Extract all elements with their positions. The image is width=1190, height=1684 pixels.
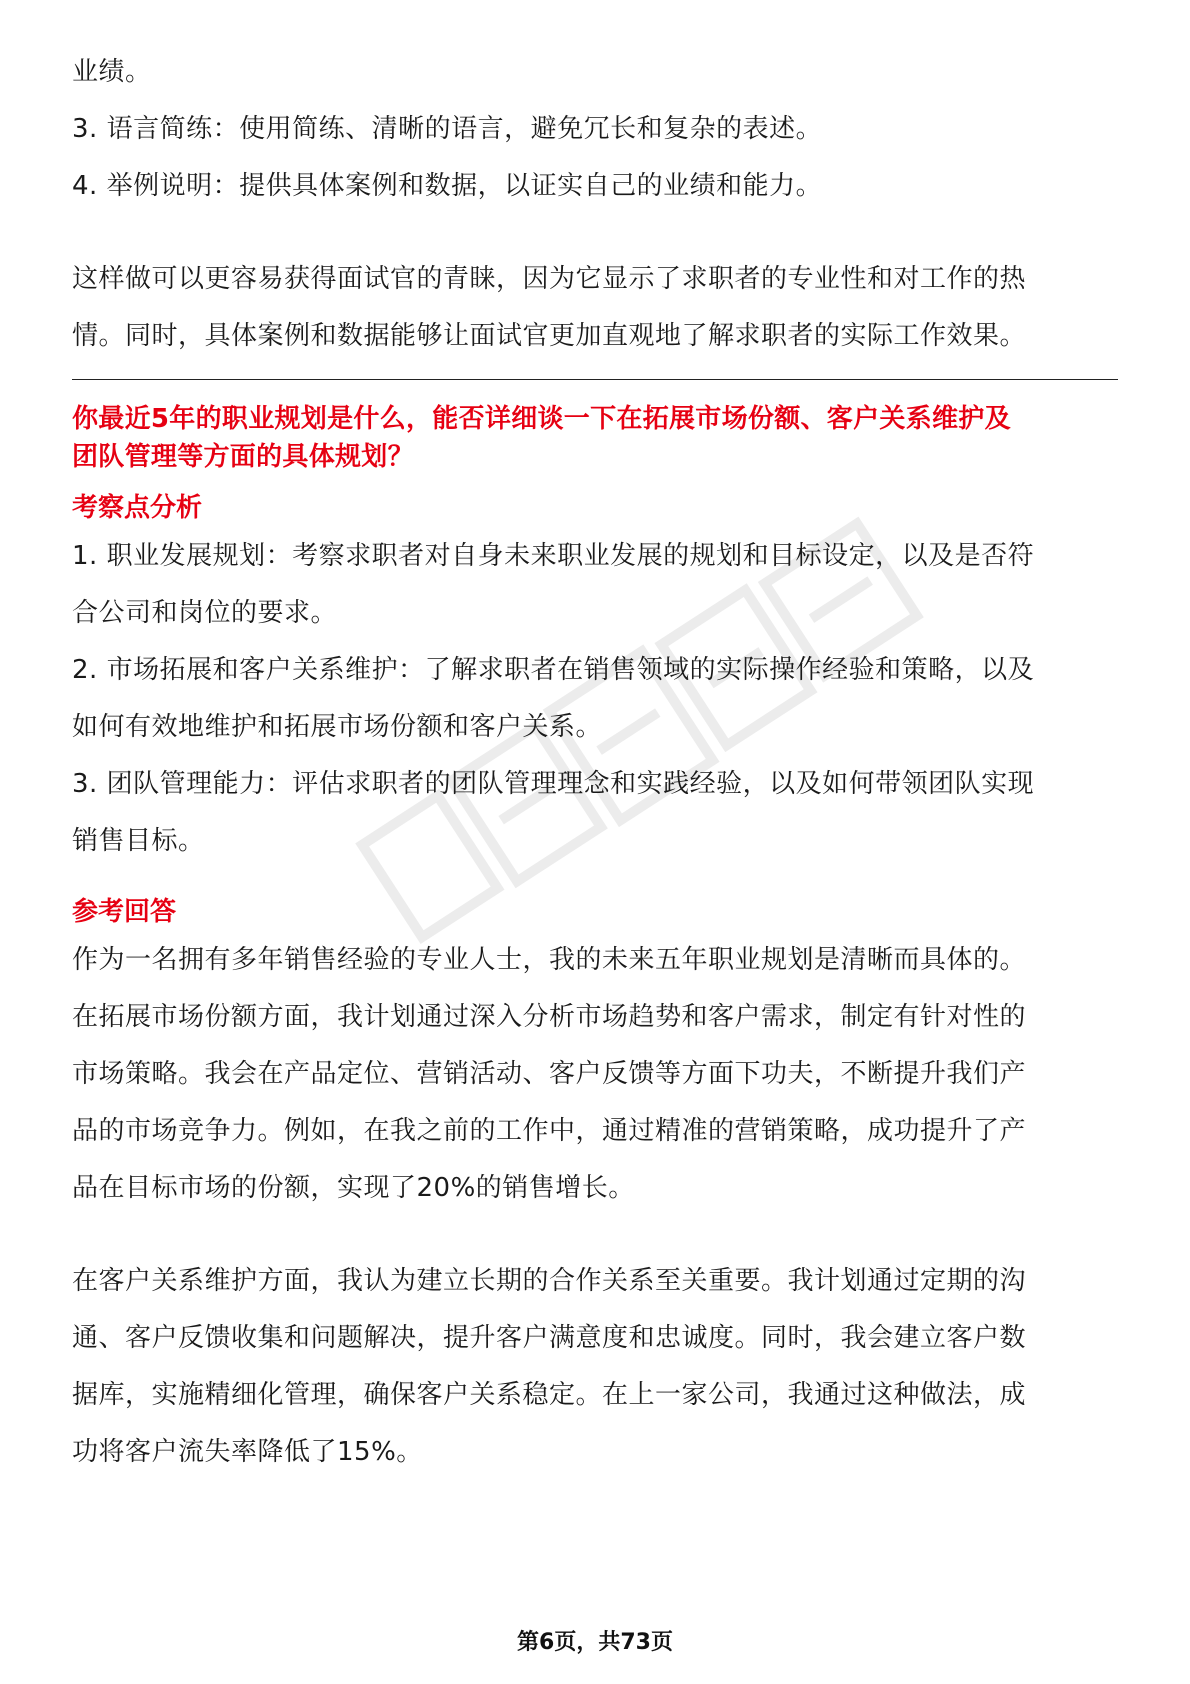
analysis-line: 2. 市场拓展和客户关系维护：了解求职者在销售领域的实际操作经验和策略，以及 <box>72 655 1035 685</box>
page-number: 第6页，共73页 <box>517 1630 673 1655</box>
answer-line: 作为一名拥有多年销售经验的专业人士，我的未来五年职业规划是清晰而具体的。 <box>72 945 1027 975</box>
analysis-line: 销售目标。 <box>72 826 205 856</box>
analysis-line: 1. 职业发展规划：考察求职者对自身未来职业发展的规划和目标设定，以及是否符 <box>72 541 1035 571</box>
answer-line: 品在目标市场的份额，实现了20%的销售增长。 <box>72 1173 635 1203</box>
analysis-line: 如何有效地维护和拓展市场份额和客户关系。 <box>72 712 603 742</box>
page-content <box>72 44 1118 1481</box>
question-line: 你最近5年的职业规划是什么，能否详细谈一下在拓展市场份额、客户关系维护及 <box>72 404 1011 434</box>
answer-line: 市场策略。我会在产品定位、营销活动、客户反馈等方面下功夫，不断提升我们产 <box>72 1059 1027 1089</box>
answer-line: 通、客户反馈收集和问题解决，提升客户满意度和忠诚度。同时，我会建立客户数 <box>72 1323 1027 1353</box>
analysis-heading: 考察点分析 <box>72 493 203 523</box>
analysis-line: 3. 团队管理能力：评估求职者的团队管理理念和实践经验，以及如何带领团队实现 <box>72 769 1035 799</box>
question-title <box>72 400 1118 476</box>
analysis-line: 合公司和岗位的要求。 <box>72 598 338 628</box>
text-line: 业绩。 <box>72 57 152 87</box>
section-divider <box>72 379 1118 380</box>
answer-line: 功将客户流失率降低了15%。 <box>72 1437 423 1467</box>
list-item: 3. 语言简练：使用简练、清晰的语言，避免冗长和复杂的表述。 <box>72 114 823 144</box>
answer-heading: 参考回答 <box>72 897 177 927</box>
summary-line: 情。同时，具体案例和数据能够让面试官更加直观地了解求职者的实际工作效果。 <box>72 321 1027 351</box>
answer-line: 在客户关系维护方面，我认为建立长期的合作关系至关重要。我计划通过定期的沟 <box>72 1266 1027 1296</box>
answer-line: 品的市场竞争力。例如，在我之前的工作中，通过精准的营销策略，成功提升了产 <box>72 1116 1027 1146</box>
list-item: 4. 举例说明：提供具体案例和数据，以证实自己的业绩和能力。 <box>72 171 823 201</box>
answer-line: 据库，实施精细化管理，确保客户关系稳定。在上一家公司，我通过这种做法，成 <box>72 1380 1027 1410</box>
answer-line: 在拓展市场份额方面，我计划通过深入分析市场趋势和客户需求，制定有针对性的 <box>72 1002 1027 1032</box>
question-line: 团队管理等方面的具体规划？ <box>72 442 414 472</box>
summary-line: 这样做可以更容易获得面试官的青睐，因为它显示了求职者的专业性和对工作的热 <box>72 264 1027 294</box>
